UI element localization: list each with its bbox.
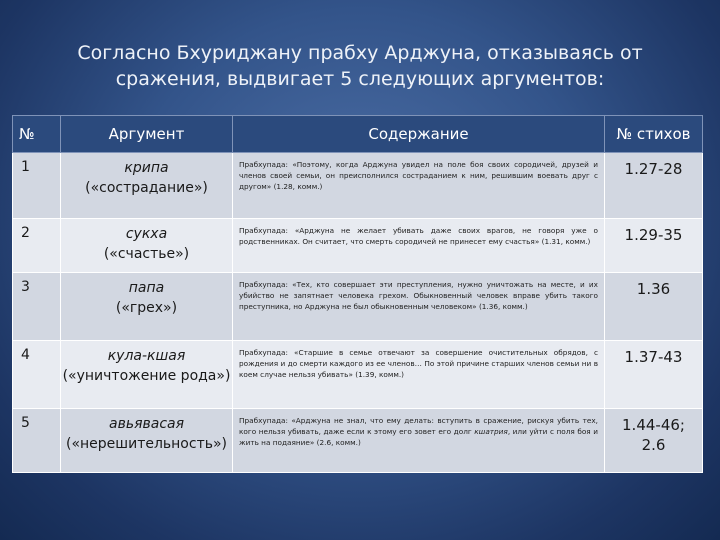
argument-term: сукха [125,226,168,242]
argument-cell [61,273,233,341]
title-line-2: сражения, выдвигает 5 следующих аргументов: [115,68,605,90]
argument-cell [61,409,233,473]
verse-cell: 1.27-28 [605,153,703,219]
argument-meaning: («сострадание») [85,180,208,196]
table-row [13,153,703,219]
header-verses: № стихов [605,116,703,153]
content-italic-term: кшатрия [474,427,508,437]
verse-cell [605,409,703,473]
row-number: 1 [13,153,61,219]
row-number: 5 [13,409,61,473]
title-line-1: Согласно Бхуриджану прабху Арджуна, отказываясь от [77,42,643,64]
arguments-table [12,115,703,473]
row-number: 2 [13,219,61,273]
table-row [13,409,703,473]
slide-title [60,40,660,92]
argument-term: кула-кшая [107,348,186,364]
table-header-row [13,116,703,153]
content-cell [233,409,605,473]
content-text: Прабхупада: «Арджуна не знал, что ему делать: вступить в сражение, рискуя убить тех, кого нельзя убивать, даже если к этому его зовет его долг [239,416,598,437]
content-cell: Прабхупада: «Поэтому, когда Арджуна увидел на поле боя своих сородичей, друзей и членов своей семьи, он преисполнился состраданием к ним, решившим воевать друг с другом» (1.28, комм.) [233,153,605,219]
argument-cell [61,219,233,273]
header-content: Содержание [233,116,605,153]
table-row [13,341,703,409]
verse-line: 2.6 [641,436,666,454]
argument-meaning: («счастье») [103,246,190,262]
argument-meaning: («уничтожение рода») [62,368,231,384]
verse-cell: 1.37-43 [605,341,703,409]
argument-cell [61,153,233,219]
verse-cell: 1.29-35 [605,219,703,273]
row-number: 4 [13,341,61,409]
content-cell: Прабхупада: «Арджуна не желает убивать даже своих врагов, не говоря уже о родственниках. Он считает, что смерть сородичей не принесет ему счастья» (1.31, комм.) [233,219,605,273]
verse-line: 1.44-46; [622,416,685,434]
content-cell: Прабхупада: «Тех, кто совершает эти преступления, нужно уничтожать на месте, и их убийство не запятнает человека грехом. Обыкновенный человек вправе убить такого преступника, но Арджуна не был обыкновенным человеком» (1.36, комм.) [233,273,605,341]
content-cell: Прабхупада: «Старшие в семье отвечают за совершение очистительных обрядов, с рождения и до смерти каждого из ее членов… По этой причине старших членов семьи ни в коем случае нельзя убивать» (1.39, комм.) [233,341,605,409]
argument-cell [61,341,233,409]
table-row [13,219,703,273]
argument-term: папа [128,280,165,296]
argument-term: авьявасая [108,416,185,432]
table-row [13,273,703,341]
row-number: 3 [13,273,61,341]
argument-term: крипа [124,160,169,176]
verse-cell: 1.36 [605,273,703,341]
header-argument: Аргумент [61,116,233,153]
argument-meaning: («грех») [115,300,178,316]
content-text: , или уйти с поля боя и жить на подаяние» (2.6, комм.) [239,427,598,448]
header-num: № [13,116,61,153]
argument-meaning: («нерешительность») [65,436,228,452]
